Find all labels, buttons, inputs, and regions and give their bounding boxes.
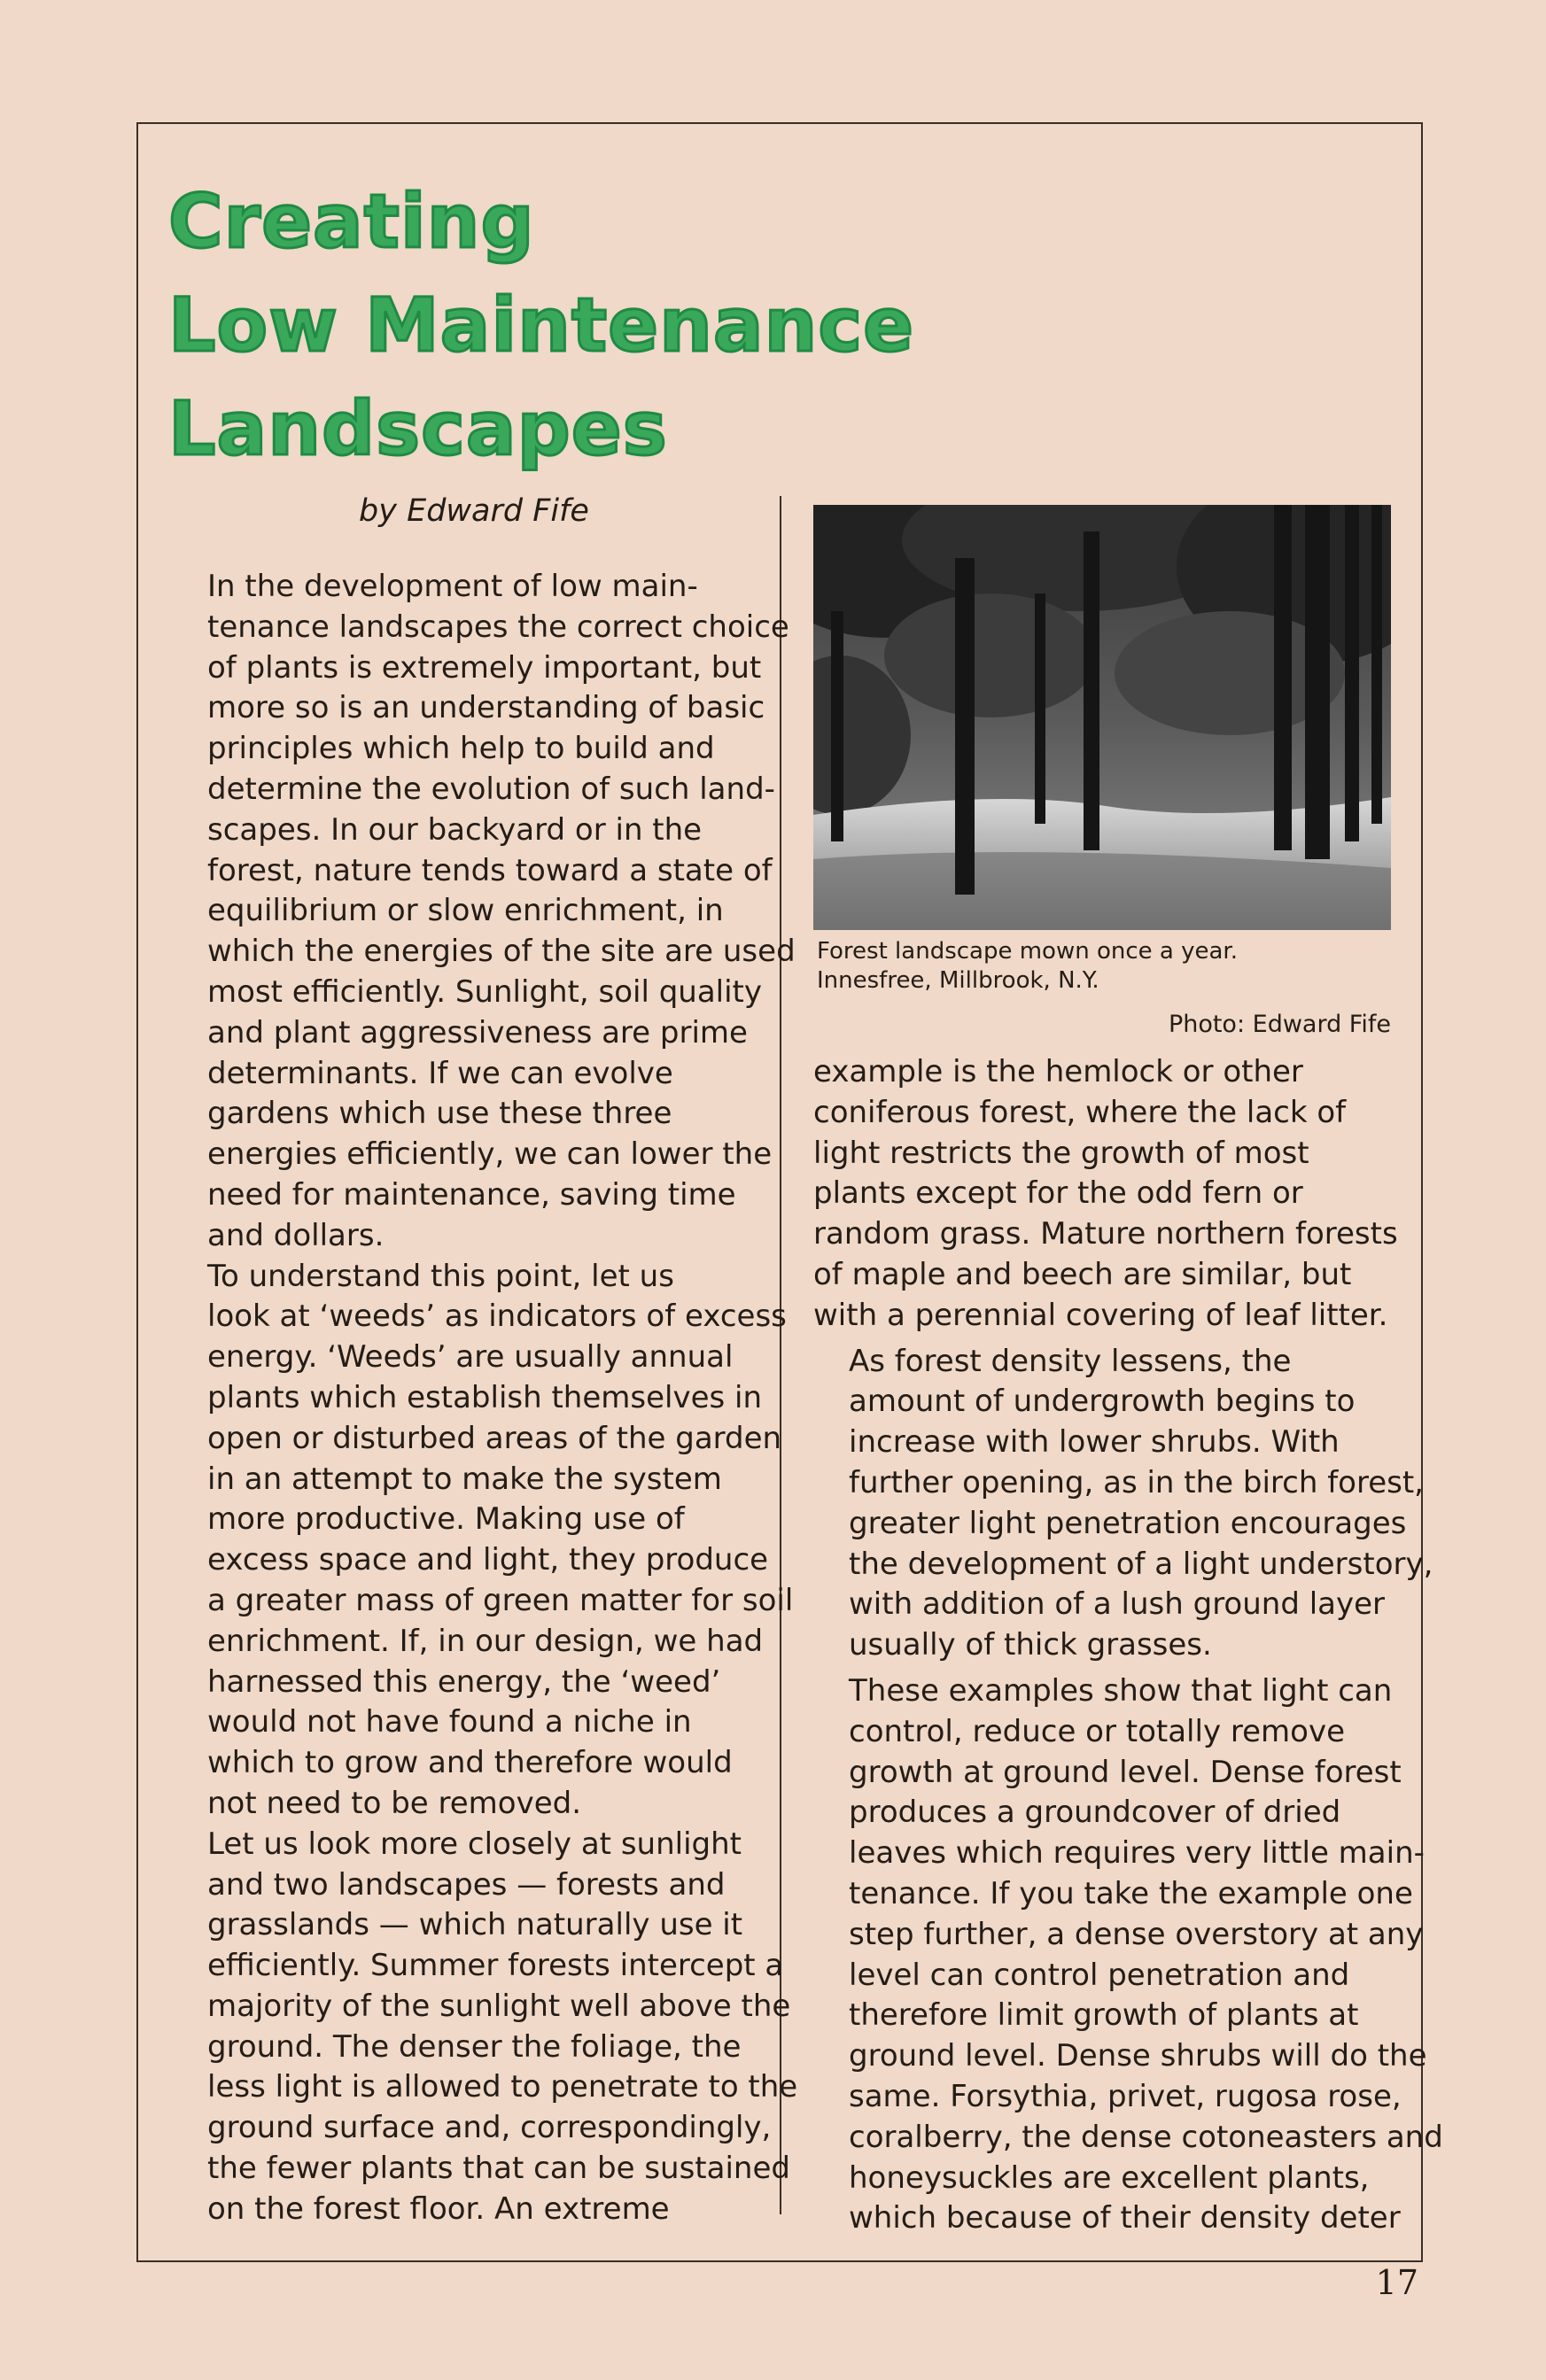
text-line: look at ‘weeds’ as indicators of excess (207, 1299, 787, 1335)
title-line: Creating (168, 178, 535, 265)
lawn-shadow (813, 852, 1391, 930)
text-line: produces a groundcover of dried (849, 1795, 1341, 1831)
text-line: amount of undergrowth begins to (849, 1384, 1356, 1420)
text-line: As forest density lessens, the (849, 1343, 1292, 1379)
text-line: majority of the sunlight well above the (207, 1988, 791, 2024)
page-number: 17 (1375, 2263, 1418, 2302)
text-line: open or disturbed areas of the garden (207, 1420, 782, 1456)
text-line: and two landscapes — forests and (207, 1866, 726, 1903)
text-line: step further, a dense overstory at any (849, 1916, 1424, 1952)
text-line: not need to be removed. (207, 1785, 582, 1821)
text-line: honeysuckles are excellent plants, (849, 2159, 1370, 2196)
byline: by Edward Fife (359, 493, 589, 529)
text-line: usually of thick grasses. (849, 1627, 1212, 1663)
text-line: control, reduce or totally remove (849, 1713, 1345, 1749)
text-line: harnessed this energy, the ‘weed’ (207, 1663, 721, 1700)
text-line: grasslands — which naturally use it (207, 1907, 743, 1943)
text-line: which to grow and therefore would (207, 1745, 733, 1781)
text-line: plants which establish themselves in (207, 1379, 763, 1415)
right-column (813, 1052, 1443, 2239)
paragraph (172, 1257, 794, 1825)
text-line: of plants is extremely important, but (207, 649, 762, 686)
text-line: same. Forsythia, privet, rugosa rose, (849, 2078, 1402, 2114)
text-line: efficiently. Summer forests intercept a (207, 1948, 784, 1984)
text-line: level can control penetration and (849, 1957, 1350, 1993)
article-title (168, 170, 914, 481)
text-line: the development of a light understory, (849, 1546, 1433, 1582)
text-line: energy. ‘Weeds’ are usually annual (207, 1339, 734, 1376)
text-line: more productive. Making use of (207, 1501, 685, 1538)
paragraph (172, 1825, 798, 2230)
text-line: energies efficiently, we can lower the (207, 1136, 773, 1173)
text-line: plants except for the odd fern or (813, 1175, 1303, 1212)
text-line: with a perennial covering of leaf litter. (813, 1297, 1388, 1333)
text-line: tenance landscapes the correct choice (207, 609, 789, 645)
text-line: therefore limit growth of plants at (849, 1997, 1359, 2034)
text-line: equilibrium or slow enrichment, in (207, 893, 724, 929)
text-line: on the forest floor. An extreme (207, 2190, 670, 2227)
title-line: Low Maintenance (168, 282, 915, 368)
text-line: example is the hemlock or other (813, 1054, 1303, 1089)
text-line: further opening, as in the birch forest, (849, 1464, 1424, 1500)
caption-line: Innesfree, Millbrook, N.Y. (817, 967, 1099, 994)
text-line: most efficiently. Sunlight, soil quality (207, 973, 763, 1010)
text-line: which because of their density deter (849, 2200, 1401, 2237)
left-column (172, 567, 798, 2230)
text-line: and plant aggressiveness are prime (207, 1014, 748, 1050)
title-line: Landscapes (168, 385, 668, 472)
photo-caption (817, 937, 1393, 996)
text-line: ground surface and, correspondingly, (207, 2110, 772, 2146)
text-line: increase with lower shrubs. With (849, 1424, 1340, 1461)
text-line: light restricts the growth of most (813, 1135, 1309, 1171)
text-line: of maple and beech are similar, but (813, 1256, 1352, 1292)
text-line: enrichment. If, in our design, we had (207, 1623, 764, 1659)
text-line: leaves which requires very little main- (849, 1835, 1425, 1872)
caption-line: Forest landscape mown once a year. (817, 938, 1238, 965)
text-line: in an attempt to make the system (207, 1461, 722, 1497)
text-line: less light is allowed to penetrate to the (207, 2069, 798, 2105)
text-line: the fewer plants that can be sustained (207, 2151, 790, 2187)
text-line: more so is an understanding of basic (207, 690, 765, 726)
text-line: which the energies of the site are used (207, 934, 796, 970)
text-line: with addition of a lush ground layer (849, 1586, 1386, 1623)
text-line: scapes. In our backyard or in the (207, 811, 703, 848)
text-line: principles which help to build and (207, 731, 715, 767)
text-line: would not have found a niche in (207, 1704, 692, 1740)
photo-credit: Photo: Edward Fife (1168, 1011, 1391, 1038)
text-line: greater light penetration encourages (849, 1505, 1407, 1541)
text-line: To understand this point, let us (207, 1258, 674, 1294)
text-line: excess space and light, they produce (207, 1542, 769, 1578)
text-line: determine the evolution of such land- (207, 771, 775, 807)
text-line: need for maintenance, saving time (207, 1176, 736, 1213)
text-line: determinants. If we can evolve (207, 1055, 673, 1091)
text-line: coralberry, the dense cotoneasters and (849, 2119, 1443, 2155)
paragraph (172, 567, 796, 1257)
text-line: a greater mass of green matter for soil (207, 1582, 794, 1618)
text-line: Let us look more closely at sunlight (207, 1826, 742, 1862)
text-line: ground level. Dense shrubs will do the (849, 2038, 1427, 2074)
text-line: These examples show that light can (849, 1672, 1393, 1709)
paragraph (813, 1342, 1433, 1666)
text-line: growth at ground level. Dense forest (849, 1754, 1402, 1790)
paragraph (813, 1052, 1412, 1337)
text-line: coniferous forest, where the lack of (813, 1094, 1347, 1130)
text-line: tenance. If you take the example one (849, 1875, 1413, 1911)
text-line: gardens which use these three (207, 1096, 672, 1132)
text-line: In the development of low main- (207, 569, 698, 604)
forest-photo (813, 505, 1391, 930)
paragraph (813, 1671, 1443, 2239)
text-line: and dollars. (207, 1217, 385, 1253)
text-line: forest, nature tends toward a state of (207, 852, 773, 888)
text-line: ground. The denser the foliage, the (207, 2028, 742, 2065)
text-line: random grass. Mature northern forests (813, 1216, 1398, 1252)
